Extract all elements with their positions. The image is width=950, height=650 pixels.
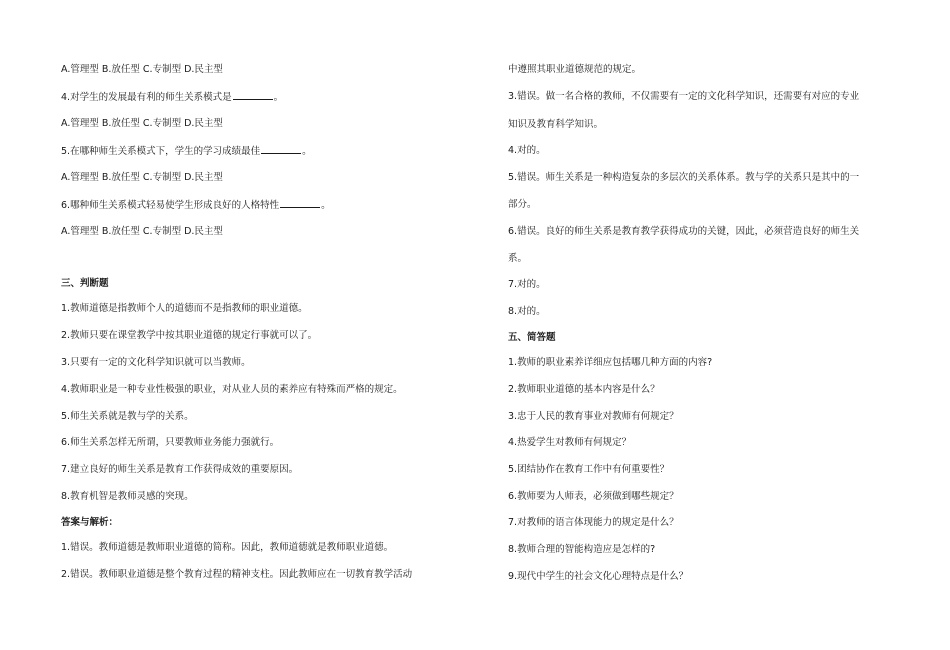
answer-line: 系。 bbox=[508, 253, 528, 264]
answer-line: 4.对的。 bbox=[508, 145, 546, 156]
q5-question bbox=[61, 144, 312, 158]
short-question: 7.对教师的语言体现能力的规定是什么？ bbox=[508, 517, 679, 528]
answer-line: 8.对的。 bbox=[508, 306, 546, 317]
answer-item: 2.错误。教师职业道德是整个教育过程的精神支柱。因此教师应在一切教育教学活动 bbox=[61, 569, 413, 580]
q4-end: 。 bbox=[273, 92, 284, 103]
short-question: 4.热爱学生对教师有何规定？ bbox=[508, 437, 632, 448]
q6-end: 。 bbox=[321, 200, 331, 211]
short-question: 1.教师的职业素养详细应包括哪几种方面的内容? bbox=[508, 357, 713, 368]
judgment-item: 7.建立良好的师生关系是教育工作获得成效的重要原因。 bbox=[61, 464, 299, 475]
q6-blank bbox=[280, 198, 320, 208]
q6-text: 6.哪种师生关系模式轻易使学生形成良好的人格特性 bbox=[61, 200, 280, 211]
q5-end: 。 bbox=[302, 146, 312, 157]
section3-title: 三、判断题 bbox=[61, 278, 109, 289]
short-question: 9.现代中学生的社会文化心理特点是什么？ bbox=[508, 571, 689, 582]
q3-options: A.管理型 B.放任型 C.专制型 D.民主型 bbox=[61, 64, 223, 75]
q4-question bbox=[61, 90, 283, 104]
judgment-item: 4.教师职业是一种专业性极强的职业，对从业人员的素养应有特殊而严格的规定。 bbox=[61, 384, 403, 395]
answer-line: 7.对的。 bbox=[508, 279, 546, 290]
short-question: 5.团结协作在教育工作中有何重要性？ bbox=[508, 464, 670, 475]
section5-title: 五、简答题 bbox=[508, 332, 556, 343]
judgment-item: 8.教育机智是教师灵感的突现。 bbox=[61, 491, 194, 502]
judgment-item: 6.师生关系怎样无所谓，只要教师业务能力强就行。 bbox=[61, 437, 280, 448]
q4-blank bbox=[233, 90, 273, 100]
judgment-item: 5.师生关系就是教与学的关系。 bbox=[61, 411, 194, 422]
answer-line: 中遵照其职业道德规范的规定。 bbox=[508, 64, 642, 75]
q5-blank bbox=[261, 144, 301, 154]
q4-options: A.管理型 B.放任型 C.专制型 D.民主型 bbox=[61, 118, 223, 129]
q6-question bbox=[61, 198, 331, 212]
short-question: 6.教师要为人师表，必须做到哪些规定？ bbox=[508, 491, 679, 502]
q6-options: A.管理型 B.放任型 C.专制型 D.民主型 bbox=[61, 226, 223, 237]
answer-line: 知识及教育科学知识。 bbox=[508, 119, 604, 130]
judgment-item: 3.只要有一定的文化科学知识就可以当教师。 bbox=[61, 357, 251, 368]
answer-line: 6.错误。良好的师生关系是教育教学获得成功的关键，因此，必须营造良好的师生关 bbox=[508, 226, 860, 237]
answer-line: 部分。 bbox=[508, 199, 537, 210]
q4-text: 4.对学生的发展最有利的师生关系模式是 bbox=[61, 92, 232, 103]
judgment-item: 2.教师只要在课堂教学中按其职业道德的规定行事就可以了。 bbox=[61, 330, 318, 341]
answer-line: 3.错误。做一名合格的教师，不仅需要有一定的文化科学知识，还需要有对应的专业 bbox=[508, 91, 860, 102]
short-question: 8.教师合理的智能构造应是怎样的? bbox=[508, 544, 656, 555]
q5-text: 5.在哪种师生关系模式下，学生的学习成绩最佳 bbox=[61, 146, 261, 157]
judgment-item: 1.教师道德是指教师个人的道德而不是指教师的职业道德。 bbox=[61, 303, 308, 314]
short-question: 2.教师职业道德的基本内容是什么？ bbox=[508, 384, 660, 395]
answers-title: 答案与解析： bbox=[61, 517, 119, 528]
q5-options: A.管理型 B.放任型 C.专制型 D.民主型 bbox=[61, 172, 223, 183]
short-question: 3.忠于人民的教育事业对教师有何规定？ bbox=[508, 411, 679, 422]
answer-line: 5.错误。师生关系是一种构造复杂的多层次的关系体系。教与学的关系只是其中的一 bbox=[508, 172, 860, 183]
answer-item: 1.错误。教师道德是教师职业道德的简称。因此，教师道德就是教师职业道德。 bbox=[61, 542, 394, 553]
